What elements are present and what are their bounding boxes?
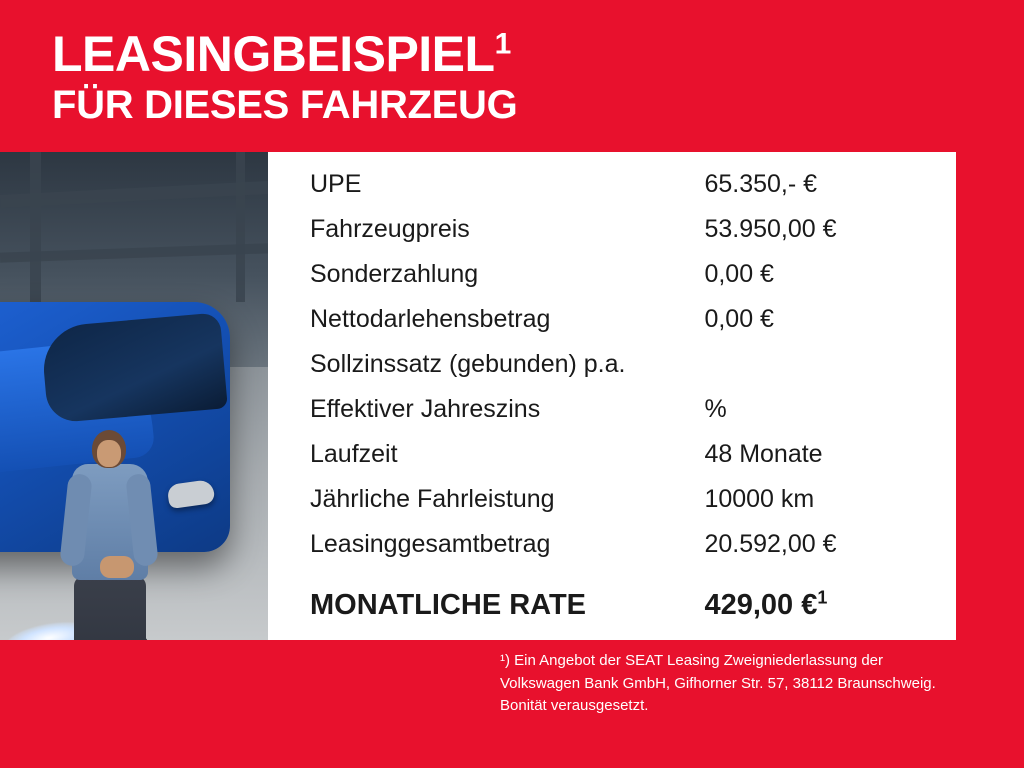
person-hands [100,556,134,578]
row-value: % [704,395,727,423]
table-row [310,297,956,342]
row-label: Fahrzeugpreis [310,215,470,243]
vehicle-photo [0,152,268,640]
row-label: Leasinggesamtbetrag [310,530,551,558]
headline-line-2: FÜR DIESES FAHRZEUG [52,82,518,127]
content-panel [0,152,956,640]
row-label: Laufzeit [310,440,398,468]
table-row [310,342,956,387]
table-row-monthly-rate [310,567,956,631]
leasing-table-body [310,162,956,631]
photo-beam-vertical-2 [236,152,245,302]
row-value [704,342,956,387]
person-face [97,440,121,467]
leasing-data-area [268,152,956,640]
row-value: 10000 km [704,485,815,513]
headline-line-1-text: LEASINGBEISPIEL [52,26,495,82]
row-value: 20.592,00 € [704,530,837,558]
leasing-table [310,162,956,631]
row-label: Jährliche Fahrleistung [310,485,555,513]
headline-line-1 [52,28,517,81]
row-label: Sonderzahlung [310,260,479,288]
table-row [310,522,956,567]
monthly-rate-value [704,567,956,631]
table-row [310,387,956,432]
monthly-rate-amount: 429,00 € [704,588,818,621]
row-value: 48 Monate [704,440,823,468]
person-legs [74,576,146,640]
row-value: 53.950,00 € [704,215,837,243]
table-row [310,432,956,477]
row-label: UPE [310,170,362,198]
row-value: 0,00 € [704,260,774,288]
row-value: 65.350,- € [704,170,818,198]
table-row [310,252,956,297]
table-row [310,162,956,207]
row-label: Sollzinssatz (gebunden) p.a. [310,350,626,378]
headline-block [52,28,517,127]
row-value: 0,00 € [704,305,774,333]
headline-superscript: 1 [494,27,511,61]
car-window [40,312,228,423]
table-row [310,207,956,252]
monthly-rate-superscript: 1 [817,586,828,607]
row-label: Nettodarlehensbetrag [310,305,551,333]
monthly-rate-label: MONATLICHE RATE [310,588,587,621]
footnote: ¹) Ein Angebot der SEAT Leasing Zweigniederlassung der Volkswagen Bank GmbH, Gifhorner Str. 57, 38112 Braunschweig. Bonität verausgesetzt. [500,652,936,714]
table-row [310,477,956,522]
row-label: Effektiver Jahreszins [310,395,541,423]
